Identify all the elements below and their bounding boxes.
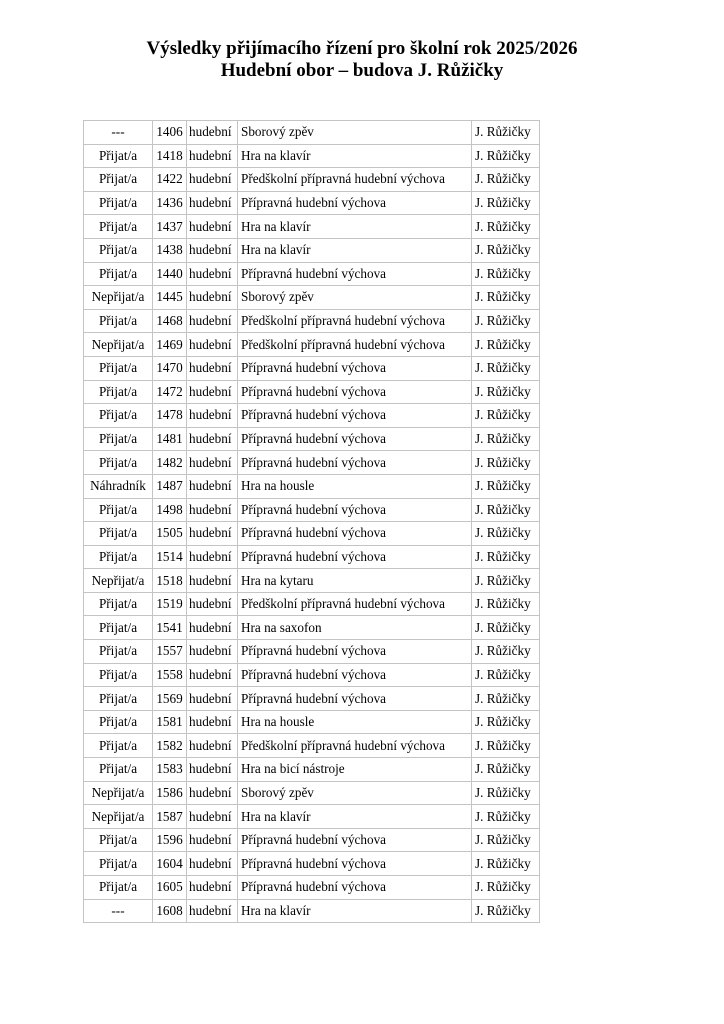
field-cell: hudební (187, 687, 238, 711)
applicant-number-cell: 1498 (153, 498, 187, 522)
field-cell: hudební (187, 427, 238, 451)
building-cell: J. Růžičky (472, 262, 540, 286)
applicant-number-cell: 1505 (153, 522, 187, 546)
status-cell: Přijat/a (84, 522, 153, 546)
building-cell: J. Růžičky (472, 427, 540, 451)
applicant-number-cell: 1596 (153, 828, 187, 852)
subject-cell: Hra na saxofon (238, 616, 472, 640)
applicant-number-cell: 1541 (153, 616, 187, 640)
status-cell: Přijat/a (84, 640, 153, 664)
field-cell: hudební (187, 144, 238, 168)
status-cell: Přijat/a (84, 238, 153, 262)
table-row (84, 144, 540, 168)
field-cell: hudební (187, 710, 238, 734)
page-subtitle: Hudební obor – budova J. Růžičky (220, 60, 504, 81)
field-cell: hudební (187, 522, 238, 546)
status-cell: Přijat/a (84, 427, 153, 451)
subject-cell: Přípravná hudební výchova (238, 687, 472, 711)
applicant-number-cell: 1582 (153, 734, 187, 758)
applicant-number-cell: 1482 (153, 451, 187, 475)
subject-cell: Přípravná hudební výchova (238, 356, 472, 380)
status-cell: Přijat/a (84, 545, 153, 569)
table-row (84, 734, 540, 758)
applicant-number-cell: 1569 (153, 687, 187, 711)
field-cell: hudební (187, 215, 238, 239)
table-row (84, 805, 540, 829)
building-cell: J. Růžičky (472, 356, 540, 380)
building-cell: J. Růžičky (472, 498, 540, 522)
subject-cell: Hra na kytaru (238, 569, 472, 593)
building-cell: J. Růžičky (472, 474, 540, 498)
subject-cell: Hra na housle (238, 710, 472, 734)
status-cell: Přijat/a (84, 168, 153, 192)
status-cell: Přijat/a (84, 828, 153, 852)
building-cell: J. Růžičky (472, 380, 540, 404)
table-row (84, 545, 540, 569)
applicant-number-cell: 1518 (153, 569, 187, 593)
subject-cell: Hra na klavír (238, 238, 472, 262)
subject-cell: Hra na klavír (238, 215, 472, 239)
subject-cell: Přípravná hudební výchova (238, 828, 472, 852)
field-cell: hudební (187, 474, 238, 498)
subject-cell: Přípravná hudební výchova (238, 262, 472, 286)
building-cell: J. Růžičky (472, 569, 540, 593)
applicant-number-cell: 1557 (153, 640, 187, 664)
status-cell: Přijat/a (84, 191, 153, 215)
field-cell: hudební (187, 828, 238, 852)
table-row (84, 380, 540, 404)
applicant-number-cell: 1422 (153, 168, 187, 192)
status-cell: Přijat/a (84, 262, 153, 286)
building-cell: J. Růžičky (472, 781, 540, 805)
table-row (84, 404, 540, 428)
building-cell: J. Růžičky (472, 734, 540, 758)
subject-cell: Předškolní přípravná hudební výchova (238, 168, 472, 192)
field-cell: hudební (187, 498, 238, 522)
field-cell: hudební (187, 805, 238, 829)
subject-cell: Předškolní přípravná hudební výchova (238, 333, 472, 357)
field-cell: hudební (187, 899, 238, 923)
table-row (84, 121, 540, 145)
subject-cell: Přípravná hudební výchova (238, 545, 472, 569)
applicant-number-cell: 1469 (153, 333, 187, 357)
table-row (84, 852, 540, 876)
status-cell: Přijat/a (84, 758, 153, 782)
field-cell: hudební (187, 734, 238, 758)
field-cell: hudební (187, 356, 238, 380)
applicant-number-cell: 1586 (153, 781, 187, 805)
field-cell: hudební (187, 616, 238, 640)
applicant-number-cell: 1514 (153, 545, 187, 569)
applicant-number-cell: 1583 (153, 758, 187, 782)
field-cell: hudební (187, 404, 238, 428)
table-row (84, 758, 540, 782)
status-cell: Přijat/a (84, 852, 153, 876)
applicant-number-cell: 1445 (153, 286, 187, 310)
field-cell: hudební (187, 380, 238, 404)
building-cell: J. Růžičky (472, 168, 540, 192)
subject-cell: Přípravná hudební výchova (238, 663, 472, 687)
status-cell: Přijat/a (84, 876, 153, 900)
applicant-number-cell: 1481 (153, 427, 187, 451)
table-row (84, 168, 540, 192)
table-row (84, 191, 540, 215)
table-row (84, 616, 540, 640)
status-cell: Nepřijat/a (84, 781, 153, 805)
status-cell: Přijat/a (84, 451, 153, 475)
field-cell: hudební (187, 781, 238, 805)
building-cell: J. Růžičky (472, 805, 540, 829)
applicant-number-cell: 1478 (153, 404, 187, 428)
table-row (84, 876, 540, 900)
applicant-number-cell: 1472 (153, 380, 187, 404)
table-row (84, 356, 540, 380)
table-row (84, 474, 540, 498)
applicant-number-cell: 1581 (153, 710, 187, 734)
status-cell: Náhradník (84, 474, 153, 498)
field-cell: hudební (187, 262, 238, 286)
table-row (84, 663, 540, 687)
page-title: Výsledky přijímacího řízení pro školní rok 2025/2026 (146, 38, 578, 59)
field-cell: hudební (187, 545, 238, 569)
building-cell: J. Růžičky (472, 758, 540, 782)
status-cell: Přijat/a (84, 215, 153, 239)
subject-cell: Hra na klavír (238, 144, 472, 168)
applicant-number-cell: 1519 (153, 592, 187, 616)
applicant-number-cell: 1604 (153, 852, 187, 876)
table-row (84, 238, 540, 262)
status-cell: Přijat/a (84, 144, 153, 168)
status-cell: Nepřijat/a (84, 286, 153, 310)
building-cell: J. Růžičky (472, 451, 540, 475)
building-cell: J. Růžičky (472, 238, 540, 262)
status-cell: Přijat/a (84, 616, 153, 640)
status-cell: --- (84, 121, 153, 145)
applicant-number-cell: 1436 (153, 191, 187, 215)
field-cell: hudební (187, 309, 238, 333)
building-cell: J. Růžičky (472, 616, 540, 640)
building-cell: J. Růžičky (472, 404, 540, 428)
applicant-number-cell: 1440 (153, 262, 187, 286)
table-row (84, 262, 540, 286)
field-cell: hudební (187, 569, 238, 593)
field-cell: hudební (187, 640, 238, 664)
building-cell: J. Růžičky (472, 876, 540, 900)
applicant-number-cell: 1470 (153, 356, 187, 380)
field-cell: hudební (187, 876, 238, 900)
building-cell: J. Růžičky (472, 191, 540, 215)
status-cell: Nepřijat/a (84, 805, 153, 829)
table-row (84, 710, 540, 734)
table-row (84, 569, 540, 593)
subject-cell: Přípravná hudební výchova (238, 852, 472, 876)
applicant-number-cell: 1468 (153, 309, 187, 333)
subject-cell: Přípravná hudební výchova (238, 451, 472, 475)
building-cell: J. Růžičky (472, 710, 540, 734)
table-row (84, 498, 540, 522)
applicant-number-cell: 1406 (153, 121, 187, 145)
subject-cell: Přípravná hudební výchova (238, 876, 472, 900)
field-cell: hudební (187, 758, 238, 782)
applicant-number-cell: 1438 (153, 238, 187, 262)
status-cell: --- (84, 899, 153, 923)
results-table-body (84, 121, 540, 923)
field-cell: hudební (187, 333, 238, 357)
subject-cell: Sborový zpěv (238, 286, 472, 310)
table-row (84, 522, 540, 546)
subject-cell: Hra na bicí nástroje (238, 758, 472, 782)
field-cell: hudební (187, 663, 238, 687)
field-cell: hudební (187, 852, 238, 876)
table-row (84, 687, 540, 711)
building-cell: J. Růžičky (472, 852, 540, 876)
applicant-number-cell: 1487 (153, 474, 187, 498)
building-cell: J. Růžičky (472, 640, 540, 664)
building-cell: J. Růžičky (472, 545, 540, 569)
building-cell: J. Růžičky (472, 687, 540, 711)
subject-cell: Sborový zpěv (238, 781, 472, 805)
subject-cell: Přípravná hudební výchova (238, 427, 472, 451)
building-cell: J. Růžičky (472, 828, 540, 852)
status-cell: Přijat/a (84, 592, 153, 616)
status-cell: Přijat/a (84, 710, 153, 734)
building-cell: J. Růžičky (472, 144, 540, 168)
building-cell: J. Růžičky (472, 522, 540, 546)
status-cell: Přijat/a (84, 404, 153, 428)
subject-cell: Hra na housle (238, 474, 472, 498)
table-row (84, 215, 540, 239)
table-row (84, 640, 540, 664)
building-cell: J. Růžičky (472, 592, 540, 616)
table-row (84, 309, 540, 333)
table-row (84, 828, 540, 852)
subject-cell: Přípravná hudební výchova (238, 191, 472, 215)
subject-cell: Předškolní přípravná hudební výchova (238, 734, 472, 758)
applicant-number-cell: 1418 (153, 144, 187, 168)
field-cell: hudební (187, 451, 238, 475)
building-cell: J. Růžičky (472, 215, 540, 239)
field-cell: hudební (187, 168, 238, 192)
table-row (84, 899, 540, 923)
table-row (84, 592, 540, 616)
building-cell: J. Růžičky (472, 286, 540, 310)
subject-cell: Hra na klavír (238, 805, 472, 829)
subject-cell: Přípravná hudební výchova (238, 380, 472, 404)
table-row (84, 286, 540, 310)
status-cell: Přijat/a (84, 498, 153, 522)
subject-cell: Přípravná hudební výchova (238, 640, 472, 664)
status-cell: Nepřijat/a (84, 569, 153, 593)
field-cell: hudební (187, 191, 238, 215)
table-row (84, 781, 540, 805)
status-cell: Přijat/a (84, 663, 153, 687)
subject-cell: Přípravná hudební výchova (238, 498, 472, 522)
subject-cell: Hra na klavír (238, 899, 472, 923)
table-row (84, 427, 540, 451)
applicant-number-cell: 1587 (153, 805, 187, 829)
field-cell: hudební (187, 238, 238, 262)
applicant-number-cell: 1605 (153, 876, 187, 900)
status-cell: Nepřijat/a (84, 333, 153, 357)
applicant-number-cell: 1608 (153, 899, 187, 923)
building-cell: J. Růžičky (472, 333, 540, 357)
field-cell: hudební (187, 121, 238, 145)
subject-cell: Sborový zpěv (238, 121, 472, 145)
subject-cell: Předškolní přípravná hudební výchova (238, 309, 472, 333)
building-cell: J. Růžičky (472, 309, 540, 333)
building-cell: J. Růžičky (472, 121, 540, 145)
status-cell: Přijat/a (84, 380, 153, 404)
status-cell: Přijat/a (84, 356, 153, 380)
subject-cell: Přípravná hudební výchova (238, 404, 472, 428)
table-row (84, 333, 540, 357)
applicant-number-cell: 1437 (153, 215, 187, 239)
status-cell: Přijat/a (84, 687, 153, 711)
field-cell: hudební (187, 592, 238, 616)
results-table (83, 120, 540, 923)
subject-cell: Přípravná hudební výchova (238, 522, 472, 546)
status-cell: Přijat/a (84, 309, 153, 333)
subject-cell: Předškolní přípravná hudební výchova (238, 592, 472, 616)
applicant-number-cell: 1558 (153, 663, 187, 687)
status-cell: Přijat/a (84, 734, 153, 758)
building-cell: J. Růžičky (472, 899, 540, 923)
table-row (84, 451, 540, 475)
field-cell: hudební (187, 286, 238, 310)
page-header (0, 38, 724, 82)
building-cell: J. Růžičky (472, 663, 540, 687)
